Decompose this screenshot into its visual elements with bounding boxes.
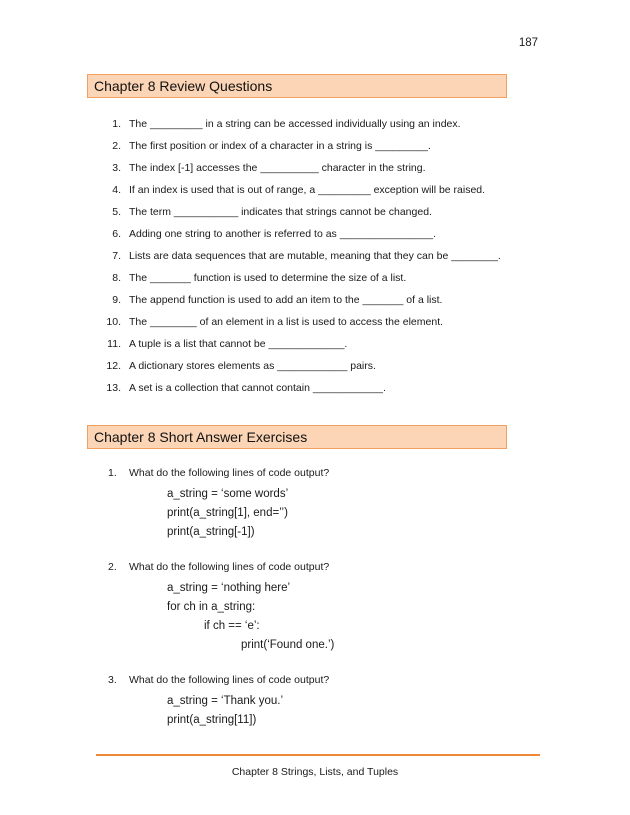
question-text: A tuple is a list that cannot be _____________.	[129, 338, 348, 350]
exercise-number: 3.	[108, 674, 117, 686]
question-text: The append function is used to add an item to the _______ of a list.	[129, 294, 443, 306]
exercise-prompt: What do the following lines of code output?	[129, 674, 330, 686]
question-number: 3.	[112, 162, 121, 174]
page-number: 187	[518, 37, 538, 49]
question-text: The index [-1] accesses the __________ character in the string.	[129, 162, 426, 174]
code-line: a_string = ‘Thank you.’	[167, 695, 284, 707]
question-text: The _______ function is used to determine the size of a list.	[129, 272, 407, 284]
question-number: 6.	[112, 228, 121, 240]
footer-chapter-title: Chapter 8 Strings, Lists, and Tuples	[231, 766, 399, 778]
question-number: 11.	[107, 338, 121, 350]
question-number: 2.	[112, 140, 121, 152]
exercise-prompt: What do the following lines of code output?	[129, 467, 330, 479]
code-line: print(a_string[1], end=’’)	[167, 507, 288, 519]
question-text: A dictionary stores elements as ____________ pairs.	[129, 360, 376, 372]
exercise-number: 1.	[108, 467, 117, 479]
question-number: 1.	[112, 118, 121, 130]
question-text: The ________ of an element in a list is used to access the element.	[129, 316, 444, 328]
question-number: 13.	[106, 382, 121, 394]
question-number: 9.	[112, 294, 121, 306]
code-line: print(‘Found one.’)	[241, 639, 335, 651]
question-text: Adding one string to another is referred to as ________________.	[129, 228, 437, 240]
exercise-number: 2.	[108, 561, 117, 573]
question-number: 5.	[112, 206, 121, 218]
exercise-prompt: What do the following lines of code output?	[129, 561, 330, 573]
question-text: The first position or index of a character in a string is _________.	[129, 140, 431, 152]
question-number: 10.	[106, 316, 121, 328]
question-number: 7.	[112, 250, 121, 262]
question-text: If an index is used that is out of range, a _________ exception will be raised.	[129, 184, 486, 196]
code-line: a_string = ‘nothing here’	[167, 582, 291, 594]
review-questions-header: Chapter 8 Review Questions	[87, 74, 507, 98]
question-text: A set is a collection that cannot contain ____________.	[129, 382, 386, 394]
short-answer-header: Chapter 8 Short Answer Exercises	[87, 425, 507, 449]
question-text: Lists are data sequences that are mutable, meaning that they can be ________.	[129, 250, 501, 262]
code-line: for ch in a_string:	[167, 601, 256, 613]
question-number: 12.	[106, 360, 121, 372]
question-number: 4.	[112, 184, 121, 196]
code-line: print(a_string[-1])	[167, 526, 255, 538]
code-line: print(a_string[11])	[167, 714, 257, 726]
code-line: a_string = ‘some words’	[167, 488, 289, 500]
question-number: 8.	[112, 272, 121, 284]
question-text: The _________ in a string can be accessed individually using an index.	[129, 118, 461, 130]
question-text: The term ___________ indicates that strings cannot be changed.	[129, 206, 432, 218]
code-line: if ch == ‘e’:	[204, 620, 260, 632]
footer-divider	[96, 754, 540, 756]
